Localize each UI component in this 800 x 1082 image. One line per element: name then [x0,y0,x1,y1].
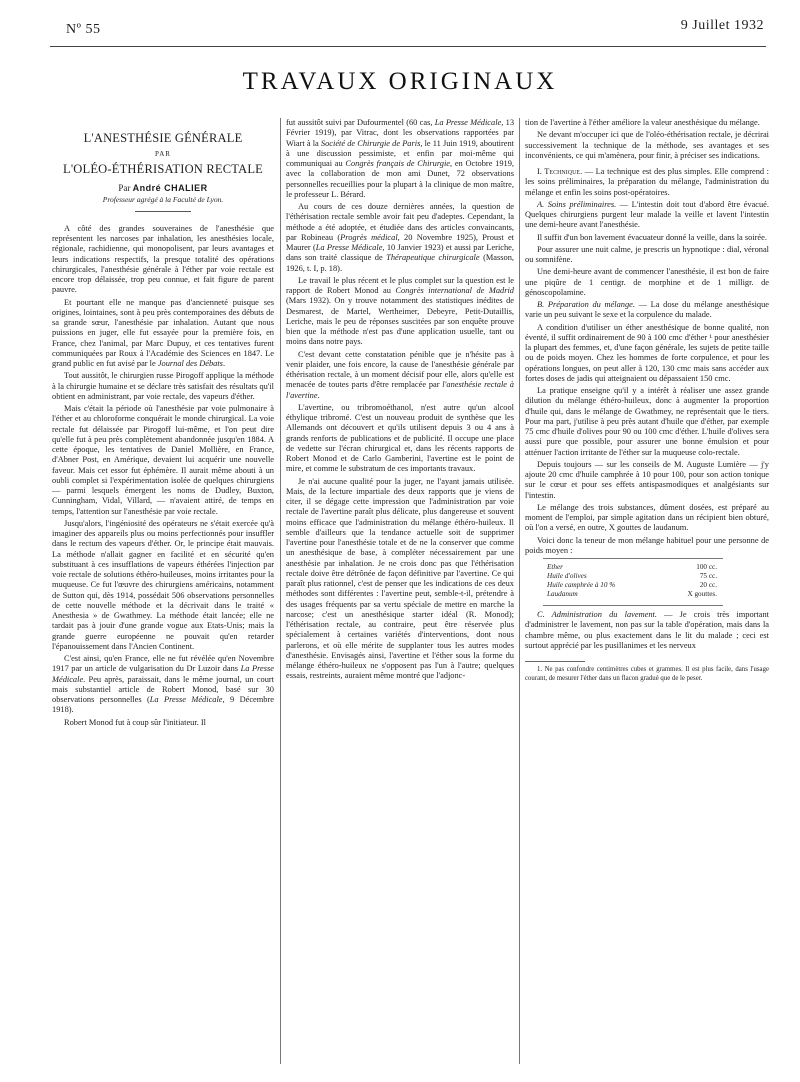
paragraph: C. Administration du lavement. — Je crois très important d'administrer le lavement, non pas sur la table d'opération, mais dans la chambre même, ou plus exactement dans le lit du malade ; ceci est surtout apprécié par les pusillanimes et les nerveux [525,610,769,650]
column-2 [286,118,514,684]
title-divider [135,211,191,212]
paragraph: Une demi-heure avant de commencer l'anesthésie, il est bon de faire une piqûre de 1 centigr. de morphine et de 1 milligr. de génoscopolamine. [525,267,769,297]
composition-table [547,563,717,599]
paragraph: Pour assurer une nuit calme, je prescris un hypnotique : dial, véronal ou somnifène. [525,244,769,264]
paragraph: Depuis toujours — sur les conseils de M. Auguste Lumière — j'y ajoute 20 cmc d'huile camphrée à 10 pour 100, pour son action tonique sur le cœur et pour ses effets antispasmodiques et analgésiants sur l'intestin. [525,459,769,500]
paragraph: A côté des grandes souveraines de l'anesthésie que représentent les narcoses par inhalation, les anesthésies locale, régionale, rachidienne, qui monopolisent, par leurs avantages et leurs indications respectifs, la presque totalité des opérations chirurgicales, l'anesthésie générale à l'éther par voie rectale est encore trop délaissée, trop peu connue, et fait figure de parent pauvre. [52,223,274,295]
paragraph: B. Préparation du mélange. — La dose du mélange anesthésique varie un peu suivant le sexe et la corpulence du malade. [525,300,769,320]
footnote-divider [525,661,585,662]
paragraph: Robert Monod fut à coup sûr l'initiateur. Il [64,717,206,727]
section-heading: I. Technique. [537,167,583,176]
table-row: Laudanum X gouttes. [547,590,717,598]
paragraph: La pratique enseigne qu'il y a intérêt à réaliser une assez grande dilution du mélange éthéro-huileux, donc à augmenter la proportion d'huile qui, dans le mélange de Gwathmey, ne représentait que le tiers. Pour ma part, j'utilise à peu près autant d'huile que d'éther, par exemple 75 cmc d'huile d'olives pour 90 ou 100 cmc d'éther. L'huile d'olives sera aussi pure que possible, pour assurer une bonne émulsion et pour atténuer l'action irritante de l'éther sur la muqueuse colo-rectale. [525,386,769,457]
subsection-heading: C. Administration du lavement. [537,610,657,619]
paragraph: L'avertine, ou tribromoéthanol, n'est autre qu'un alcool éthylique tribromé. C'est un nouveau produit de synthèse que les Allemands ont découvert et qu'ils utilisent depuis 3 ou 4 ans à grands renforts de publications et de publicité. Il occupe une place de vedette sur l'écran chirurgical et, dans les récents rapports de Robert Monod et de Carlo Gamberini, l'avertine est le point de mire, et comme le substratum de ces importants travaux. [286,402,514,474]
subsection-heading: B. Préparation du mélange. [537,300,635,309]
article-title-par: PAR [155,150,171,158]
paragraph: C'est ainsi, qu'en France, elle ne fut révélée qu'en Novembre 1917 par un article de vulgarisation du Dr Luzoir dans La Presse Médicale. Peu après, paraissait, dans le même journal, un court mais substantiel article de Robert Monod, basé sur 30 observations personnelles (La Presse Médicale, 9 Décembre 1918). [52,654,275,715]
table-rule [543,605,723,606]
column-divider [280,118,281,1064]
footnote: 1. Ne pas confondre centimètres cubes et grammes. Il est plus facile, dans l'usage courant, de mesurer l'éther dans un flacon gradué que de le peser. [525,666,769,682]
subsection-heading: A. Soins préliminaires. [537,199,617,209]
author-name: André CHALIER [132,183,208,194]
column-1 [52,115,274,730]
paragraph: Au cours de ces douze dernières années, la question de l'éthérisation rectale semble avoir fait peu d'adeptes. Cependant, la méthode a été adoptée, et étudiée dans des articles convaincants, par Robineau (Progrès médical, 20 Novembre 1925), Proust et Maurer (La Presse Médicale, 10 Janvier 1923) et aussi par Leriche, dans son traité classique de Thérapeutique chirurgicale (Masson, 1926, t. I, p. 18). [286,202,515,273]
paragraph: Voici donc la teneur de mon mélange habituel pour une personne de poids moyen : [525,535,769,555]
column-3 [525,118,769,685]
column-divider [519,118,520,1064]
paragraph: tion de l'avertine à l'éther améliore la valeur anesthésique du mélange. [525,118,760,127]
paragraph: Et pourtant elle ne manque pas d'ancienneté puisque ses origines, lointaines, sont à peu près contemporaines des débuts de sa grande sœur, l'anesthésie par inhalation. Autant que nous puissions en juger, elle fut essayée pour la première fois, en France, chez l'animal, par Marc Dupuy, et ces tentatives furent communiquées par Roux à l'Académie des Sciences en 1847. Le grand public en fut avisé par le Journal des Débats. [52,297,274,368]
table-row: Huile camphrée à 10 % 20 cc. [547,581,717,589]
paragraph: Mais c'était la période où l'anesthésie par voie pulmonaire à l'éther et au chloroforme conquérait le monde chirurgical. La voie rectale fut délaissée par Pirogoff lui-même, et l'on peut dire qu'elle fut à peu près complètement abandonnée jusqu'en 1884. A cette époque, les tentatives de Daniel Mollière, en France, d'Abner Post, en Amérique, devaient lui acquérir une nouvelle faveur. Mais cet essor fut éphémère. Il aurait même abouti à un oubli complet si l'expérimentation isolée de quelques chirurgiens — parmi lesquels émergent les noms de Dudley, Buxton, Cunningham, Vidal, Villard, — n'avaient attiré, de temps en temps, l'attention sur l'anesthésie par voie rectale. [52,404,274,516]
paragraph: A condition d'utiliser un éther anesthésique de bonne qualité, non éventé, il suffit ordinairement de 90 à 100 cmc d'éther ¹ pour anesthésier la plupart des femmes, et, d'une façon générale, les sujets de petite taille ou de poids moyen. Chez les hommes de forte corpulence, et pour les opérations longues, on peut aller à 120, 130 cmc mais sans accéder aux fortes doses de jadis qui atteignaient ou dépassaient 150 cmc. [525,322,769,383]
author-affiliation: Professeur agrégé à la Faculté de Lyon. [102,194,224,204]
paragraph: I. Technique. — La technique est des plus simples. Elle comprend : les soins préliminaires, la préparation du mélange, l'administration du mélange et enfin les soins post-opératoires. [525,167,769,197]
paragraph: fut aussitôt suivi par Dufourmentel (60 cas, La Presse Médicale, 13 Février 1919), par Vitrac, dont les observations rapportées par Wiart à la Société de Chirurgie de Paris, le 11 Juin 1919, aboutirent à une discussion pessimiste, et enfin par moi-même qui communiquai au Congrès français de Chirurgie, en Octobre 1919, avec la collaboration de mon ami Dunet, 72 observations personnelles recueillies pour la plupart à la clinique de mon maître, le professeur L. Bérard. [286,118,515,199]
table-row: Ether 100 cc. [547,563,717,571]
paragraph: Jusqu'alors, l'ingéniosité des opérateurs ne s'était exercée qu'à imaginer des appareils plus ou moins perfectionnés pour insuffler dans le rectum des vapeurs d'éther. Or, le principe était mauvais. La méthode n'allait gagner en facilité et en sécurité qu'en substituant à ces insufflations de vapeurs éthérées l'injection par voie rectale de solutions éthéro-huileuses, moins irritantes pour la muqueuse. Ce fut l'œuvre des chirurgiens américains, notamment de Sutton qui, dès 1914, possédait 506 observations personnelles de cette nouvelle méthode et la décrivait dans le traité « Anesthesia » de Gwathmey. La méthode était lancée; elle ne tardait pas à jouir d'une grande vogue aux Etats-Unis; mais la grande guerre européenne ne pouvait qu'en retarder l'épanouissement dans l'Ancien Continent. [52,518,274,651]
article-title-line-2: L'OLÉO-ÉTHÉRISATION RECTALE [62,162,264,177]
header-divider [50,46,766,47]
section-title: TRAVAUX ORIGINAUX [242,68,558,95]
article-title-line-1: L'ANESTHÉSIE GÉNÉRALE [83,131,243,145]
table-rule [543,558,723,559]
paragraph: Tout aussitôt, le chirurgien russe Pirogoff applique la méthode à la chirurgie humaine et se déclare très satisfait des résultats qu'il obtient en administrant, par voie rectale, des vapeurs d'éther. [52,371,274,401]
issue-number: Nº 55 [66,22,101,37]
paragraph: Il suffit d'un bon lavement évacuateur donné la veille, dans la soirée. [537,232,767,242]
table-row: Huile d'olives 75 cc. [547,572,717,580]
article-author [52,183,274,193]
paragraph: Je n'ai aucune qualité pour la juger, ne l'ayant jamais utilisée. Mais, de la lecture impartiale des deux rapports que je viens de citer, il se dégage cette impression que l'administration par voie rectale de l'avertine paraît plus délicate, plus dangereuse et souvent moins efficace que l'administration du mélange éthéro-huileux. Il semble d'ailleurs que la tendance actuelle soit de supprimer l'avertine pour l'anesthésie totale et de ne la conserver que comme un anesthésique de base, à compléter nécessairement par une anesthésie par inhalation. Je ne crois donc pas que l'éthérisation rectale doive être détrônée de façon définitive par l'avertine. Ce qui paraît plus rationnel, c'est de penser que les indications de ces deux méthodes sont différentes : l'avertine peut, semble-t-il, prétendre à des usages fréquents par sa vertu spéciale de mettre en marche la narcose; c'est un anesthésique starter idéal (R. Monod); l'éthérisation rectale, au contraire, peut être réservée plus spécialement à certaines variétés d'interventions, dont nous parlerons, et où elle mérite de supplanter tous les autres modes d'anesthésie. Envisagés ainsi, l'avertine et l'éther sous la forme du mélange éthéro-huileux ne s'opposent pas l'un à l'autre; quelques essais, restreints, auraient même montré que l'adjonc- [286,476,514,681]
paragraph: Ne devant m'occuper ici que de l'oléo-éthérisation rectale, je décrirai successivement la technique de la méthode, ses avantages et ses inconvénients, ce qui m'amènera, pour finir, à préciser ses indications. [525,130,769,160]
paragraph: A. Soins préliminaires. — L'intestin doit tout d'abord être évacué. Quelques chirurgiens purgent leur malade la veille et lavent l'intestin une demi-heure avant l'anesthésie. [525,199,769,230]
paragraph: Le travail le plus récent et le plus complet sur la question est le rapport de Robert Monod au Congrès international de Madrid (Mars 1932). On y trouve notamment des statistiques inédites de Desmarest, de Martel, Wertheimer, Debeyre, Petit-Dutaillis, Leriche, mais le peu de réponses suscitées par son enquête prouve bien que la méthode n'est pas d'une application usuelle, tant ou moins dans notre pays. [286,275,514,347]
paragraph: C'est devant cette constatation pénible que je n'hésite pas à venir plaider, une fois encore, la cause de l'anesthésie générale par éthérisation rectale, à un moment décisif pour elle, alors qu'elle est menacée de toutes parts d'être remplacée par l'anesthésie rectale à l'avertine. [286,349,514,400]
paragraph: Le mélange des trois substances, dûment dosées, est préparé au moment de l'emploi, par simple agitation dans un récipient bien obturé, où l'on a versé, en outre, X gouttes de laudanum. [525,502,769,533]
issue-date: 9 Juillet 1932 [680,18,764,33]
author-prefix: Par [118,183,131,194]
